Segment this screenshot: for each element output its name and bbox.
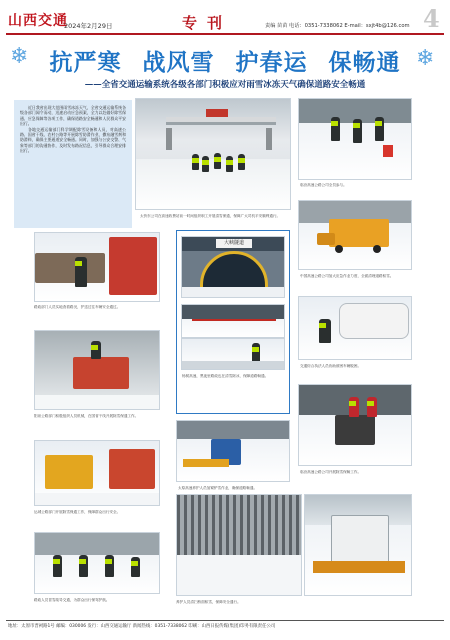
newspaper-logo: 山西交通 <box>8 13 68 29</box>
subheadline: ——全省交通运输系统各级各部门积极应对雨雪冰冻天气确保道路安全畅通 <box>84 80 366 90</box>
photo-caption: 中国高速公路公司加大应急作业力度，全面清理道路积雪。 <box>300 274 394 278</box>
lead-paragraph: 近日我省出现大范围雨雪冰冻天气，全省交通运输系统各级各部门闻令而动，迅速启动应急预案，全力以赴做好除雪保通、应急保障等各项工作，确保道路安全畅通和人民群众平安出行。 <box>20 105 126 127</box>
photo-caption: 太原高速养护人员加紧铲雪作业，确保道路畅通。 <box>178 486 258 490</box>
photo-caption: 交通综合执法人员协助被困车辆脱困。 <box>300 364 362 368</box>
tunnel-sign: 大峡隧道 <box>216 239 252 248</box>
headline-word: 保畅通 <box>328 50 401 76</box>
photo-caption: 临汾高速公路公司开展除雪保畅工作。 <box>300 470 362 474</box>
photo-toll-station <box>135 98 291 210</box>
footer-rule <box>6 620 444 621</box>
photo-tunnel-entrance <box>181 236 285 298</box>
photo-highway-plow <box>176 420 290 482</box>
headline-word: 战风雪 <box>142 50 215 76</box>
headline-word: 抗严寒 <box>49 50 122 76</box>
editor-contact: 责编 苗苗 电话：0351-7338062 E-mail：sxjt4b@126.com <box>265 23 410 29</box>
photo-caption: 阳泉公路部门积极组织人员机械，在国省干线开展除雪保通工作。 <box>34 414 139 418</box>
lead-article <box>14 100 132 228</box>
photo-snowplow-truck <box>304 494 412 596</box>
snowflake-icon: ❄ <box>10 44 29 69</box>
masthead-rule <box>6 33 444 35</box>
headline-banner <box>6 38 444 94</box>
photo-worker-truck <box>34 232 160 302</box>
photo-road-sweeping <box>181 338 285 370</box>
photo-caption: 运城公路部门开展除雪保通工作，保障群众出行安全。 <box>34 510 121 514</box>
snowflake-icon: ❄ <box>416 46 435 71</box>
photo-caption: 杨树高速，黑夜里路政也在清雪除冰，保障道路畅通。 <box>182 374 269 378</box>
footer-info: 地址：太原市晋祠路1号 邮编：030006 发行：山西交通运输厅 新闻热线：0351-7338062 印刷：山西日报传媒(集团)印务有限责任公司 <box>8 624 276 629</box>
headline-word: 护春运 <box>235 50 308 76</box>
masthead <box>0 0 450 38</box>
photo-bridge-clearing <box>34 330 160 410</box>
photo-workers-clearing <box>298 98 412 180</box>
photo-plow-truck <box>298 200 412 270</box>
photo-wheel-loader <box>34 440 160 506</box>
photo-caption: 临汾高速公路公司全员参与。 <box>300 183 347 187</box>
photo-forest-road <box>176 494 302 596</box>
section-title: 专刊 <box>182 14 233 32</box>
photo-caption: 路政部门人员实地查看路况，护送过往车辆安全通过。 <box>34 305 121 309</box>
headline <box>6 44 444 77</box>
photo-workers-red <box>298 384 412 466</box>
photo-stuck-car <box>298 296 412 360</box>
page-number: 4 <box>423 4 440 33</box>
photo-caption: 养护人员清扫桥面积雪，保障安全通行。 <box>176 600 241 604</box>
issue-date: 2024年2月29日 <box>64 22 113 30</box>
photo-road-workers <box>34 532 160 594</box>
photo-night-road <box>181 304 285 338</box>
photo-caption: 路政人员冒雪疏导交通，为群众出行保驾护航。 <box>34 598 110 602</box>
photo-caption: 太忻东公司在高速收费站前一时间组织职工开展清雪保通，保障广大司机平安顺利通行。 <box>140 214 281 218</box>
lead-paragraph: 各地交通运输部门科学调配除雪设备和人员，对高速公路、国省干线、农村公路等开展除雪防滑作业，撒布融雪剂和防滑料，确保主要通道安全畅通。同时，加强与公安交警、气象等部门的沟通协作，及时发布路况信息，引导群众合理安排出行。 <box>20 126 126 154</box>
